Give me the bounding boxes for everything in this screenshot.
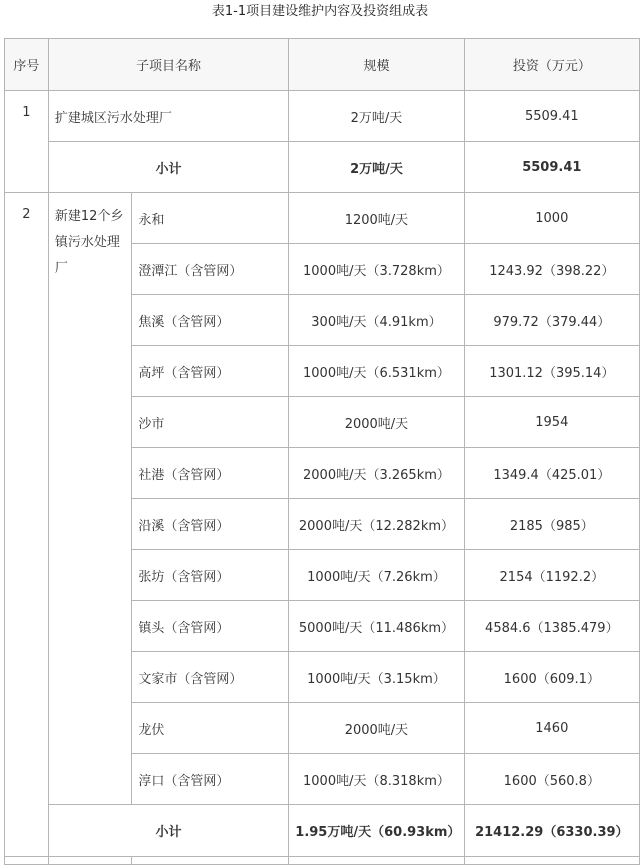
- name-cell: 文家市（含管网）: [132, 652, 289, 703]
- scale-cell: 1000吨/天（3.728km）: [289, 244, 464, 295]
- scale-cell: 5000吨/天（11.486km）: [289, 601, 464, 652]
- subtotal-row: [5, 805, 640, 857]
- name-cell: 镇头（含管网）: [132, 601, 289, 652]
- scale-cell: 2000吨/天: [289, 397, 464, 448]
- invest-cell: 1600（609.1）: [464, 652, 639, 703]
- scale-cell: 2万吨/天: [289, 91, 464, 142]
- name-cell: 永和: [132, 193, 289, 244]
- invest-cell: 979.72（379.44）: [464, 295, 639, 346]
- scale-cell: 300吨/天（4.91km）: [289, 295, 464, 346]
- subtotal-label: 小计: [48, 142, 288, 193]
- header-row: [5, 39, 640, 91]
- header-scale: 规模: [289, 39, 464, 91]
- scale-cell: 2000吨/天（3.265km）: [289, 448, 464, 499]
- scale-cell: 1000吨/天（7.26km）: [289, 550, 464, 601]
- invest-cell: 1000: [464, 193, 639, 244]
- name-cell: 社港（含管网）: [132, 448, 289, 499]
- subtotal-label: 小计: [48, 805, 288, 857]
- invest-cell: 5509.41: [464, 91, 639, 142]
- section2-body: [5, 193, 640, 857]
- table-row: [5, 91, 640, 142]
- invest-cell: 2154（1192.2）: [464, 550, 639, 601]
- subtotal-invest: 5509.41: [464, 142, 639, 193]
- name-cell: 淳口（含管网）: [132, 754, 289, 805]
- scale-cell: 2000吨/天（12.282km）: [289, 499, 464, 550]
- invest-cell: 1954: [464, 397, 639, 448]
- subtotal-invest: 21412.29（6330.39）: [464, 805, 639, 857]
- name-cell: 扩建城区污水处理厂: [48, 91, 288, 142]
- investment-table: [4, 38, 640, 865]
- name-cell: 高坪（含管网）: [132, 346, 289, 397]
- table-row: [5, 193, 640, 244]
- subtotal-row: [5, 142, 640, 193]
- scale-cell: 1000吨/天（6.531km）: [289, 346, 464, 397]
- name-cell: 焦溪（含管网）: [132, 295, 289, 346]
- scale-cell: 1200吨/天: [289, 193, 464, 244]
- header-seq: 序号: [5, 39, 49, 91]
- scale-cell: 1000吨/天（3.15km）: [289, 652, 464, 703]
- invest-cell: 1460: [464, 703, 639, 754]
- scale-cell: 2000吨/天: [289, 703, 464, 754]
- invest-cell: 1600（560.8）: [464, 754, 639, 805]
- invest-cell: 1349.4（425.01）: [464, 448, 639, 499]
- invest-cell: 1243.92（398.22）: [464, 244, 639, 295]
- seq-cell: 2: [5, 193, 49, 857]
- group-name-cell: 新建12个乡镇污水处理厂: [48, 193, 132, 805]
- name-cell: 澄潭江（含管网）: [132, 244, 289, 295]
- name-cell: 沿溪（含管网）: [132, 499, 289, 550]
- header-invest: 投资（万元）: [464, 39, 639, 91]
- subtotal-scale: 1.95万吨/天（60.93km）: [289, 805, 464, 857]
- header-name: 子项目名称: [48, 39, 288, 91]
- subtotal-scale: 2万吨/天: [289, 142, 464, 193]
- seq-cell: 1: [5, 91, 49, 193]
- name-cell: 沙市: [132, 397, 289, 448]
- scale-cell: 1000吨/天（8.318km）: [289, 754, 464, 805]
- invest-cell: 1301.12（395.14）: [464, 346, 639, 397]
- name-cell: 龙伏: [132, 703, 289, 754]
- invest-cell: 4584.6（1385.479）: [464, 601, 639, 652]
- invest-cell: 2185（985）: [464, 499, 639, 550]
- cut-row: [5, 857, 640, 865]
- name-cell: 张坊（含管网）: [132, 550, 289, 601]
- table-caption: 表1-1项目建设维护内容及投资组成表: [211, 4, 429, 19]
